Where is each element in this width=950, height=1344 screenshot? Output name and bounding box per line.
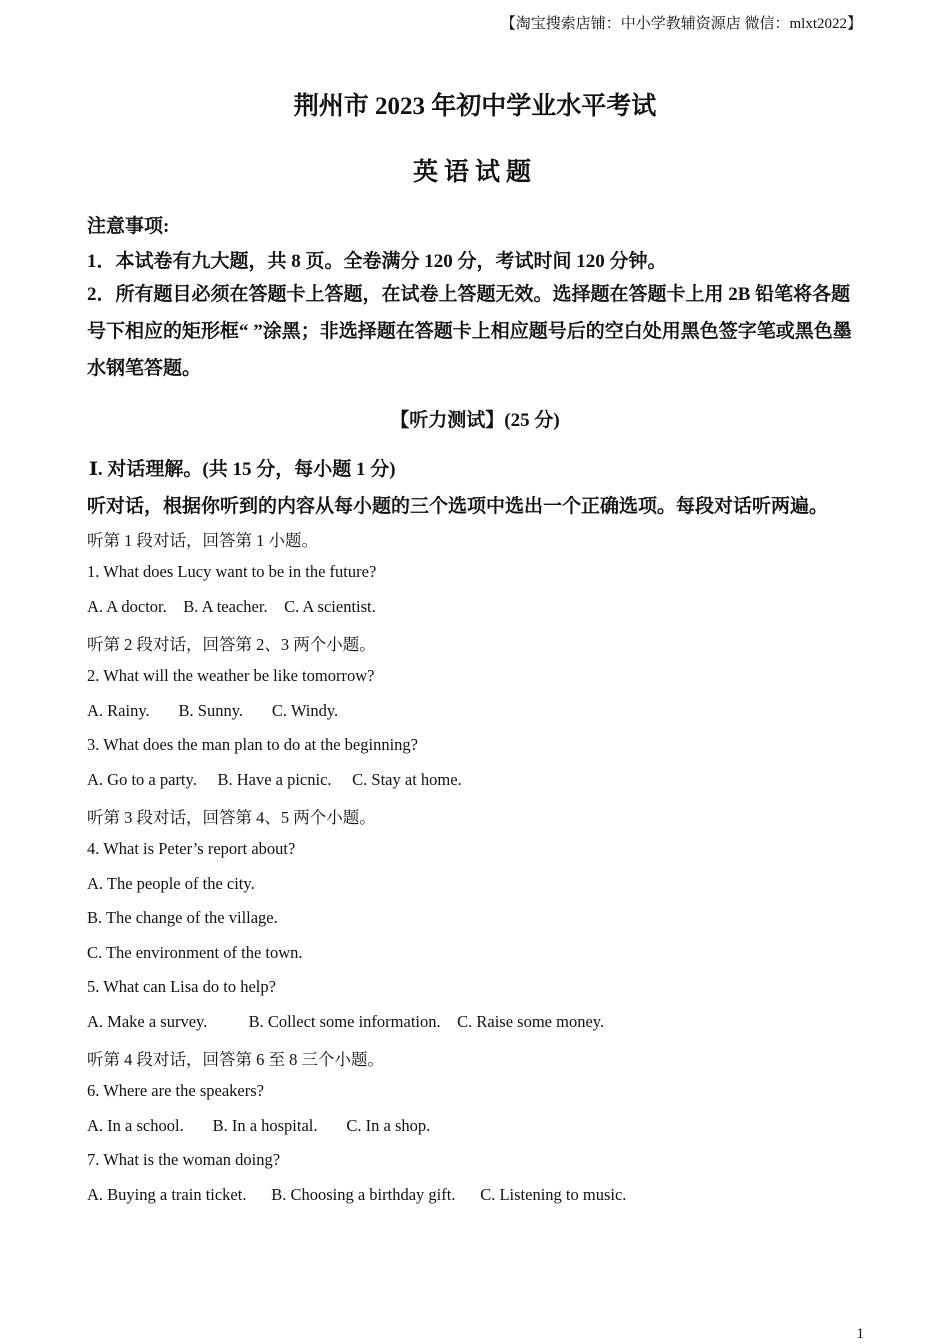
question-5-options: A. Make a survey. B. Collect some information. C. Raise some money.: [87, 1012, 605, 1031]
exam-title: 荆州市 2023 年初中学业水平考试: [293, 93, 657, 120]
question-7-options: A. Buying a train ticket. B. Choosing a birthday gift. C. Listening to music.: [87, 1185, 627, 1204]
notice-item-2: 2．所有题目必须在答题卡上答题，在试卷上答题无效。选择题在答题卡上用 2B 铅笔将各题号下相应的矩形框“ ”涂黑；非选择题在答题卡上相应题号后的空白处用黑色签字笔或黑色墨水钢笔答题。: [87, 284, 852, 379]
question-7: 7. What is the woman doing?: [87, 1150, 281, 1169]
question-1-options: A. A doctor. B. A teacher. C. A scientist.: [87, 597, 376, 616]
question-4-option-a: A. The people of the city.: [87, 874, 255, 893]
dialogue-4-prompt: 听第 4 段对话，回答第 6 至 8 三个小题。: [87, 1050, 384, 1069]
question-6: 6. Where are the speakers?: [87, 1081, 264, 1100]
question-2: 2. What will the weather be like tomorrow?: [87, 666, 375, 685]
dialogue-1-prompt: 听第 1 段对话，回答第 1 小题。: [87, 531, 318, 550]
question-3-options: A. Go to a party. B. Have a picnic. C. Stay at home.: [87, 770, 462, 789]
question-4-option-b: B. The change of the village.: [87, 908, 278, 927]
question-2-options: A. Rainy. B. Sunny. C. Windy.: [87, 701, 339, 720]
part1-instruction: 听对话，根据你听到的内容从每小题的三个选项中选出一个正确选项。每段对话听两遍。: [87, 496, 829, 517]
question-3: 3. What does the man plan to do at the beginning?: [87, 735, 418, 754]
question-5: 5. What can Lisa do to help?: [87, 977, 276, 996]
dialogue-2-prompt: 听第 2 段对话，回答第 2、3 两个小题。: [87, 635, 376, 654]
question-4: 4. What is Peter’s report about?: [87, 839, 296, 858]
page-number: 1: [856, 1326, 864, 1342]
section-title: 【听力测试】(25 分): [390, 410, 560, 431]
header-note: 【淘宝搜索店铺：中小学教辅资源店 微信：mlxt2022】: [500, 16, 862, 32]
part1-title: Ⅰ. 对话理解。(共 15 分，每小题 1 分): [89, 459, 396, 480]
question-4-option-c: C. The environment of the town.: [87, 943, 303, 962]
dialogue-3-prompt: 听第 3 段对话，回答第 4、5 两个小题。: [87, 808, 376, 827]
question-6-options: A. In a school. B. In a hospital. C. In a shop.: [87, 1116, 431, 1135]
exam-subtitle: 英语试题: [412, 159, 537, 186]
notice-item-1: 1．本试卷有九大题，共 8 页。全卷满分 120 分，考试时间 120 分钟。: [87, 251, 667, 272]
question-1: 1. What does Lucy want to be in the future?: [87, 562, 377, 581]
notice-heading: 注意事项:: [87, 216, 170, 237]
